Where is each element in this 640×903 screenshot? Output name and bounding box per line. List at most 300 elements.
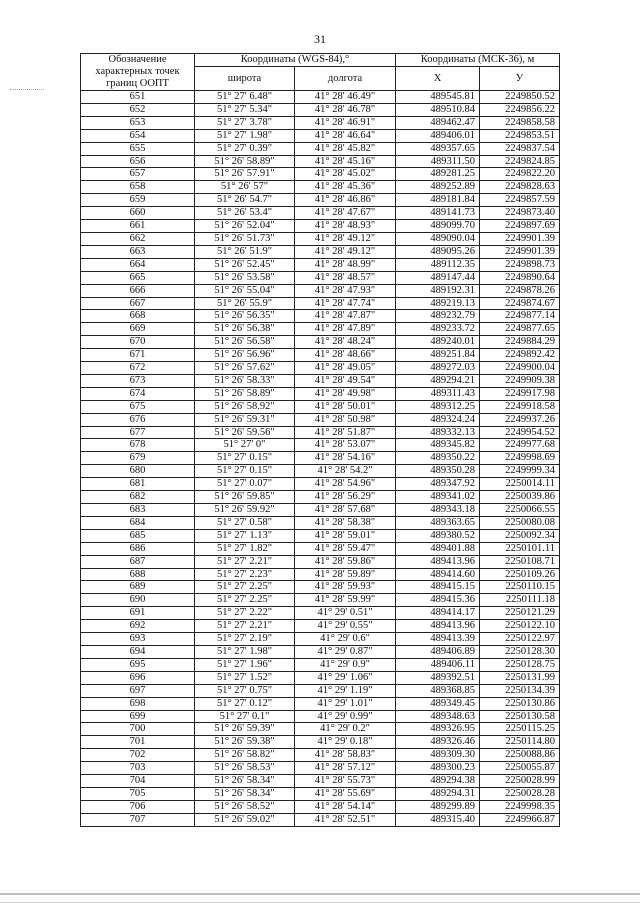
table-row — [81, 813, 560, 826]
y-coordinate-cell: 2249824.85 — [480, 155, 560, 168]
longitude-cell: 41° 28' 47.67" — [295, 207, 396, 220]
x-coordinate-cell: 489272.03 — [396, 362, 480, 375]
point-id-cell: 684 — [81, 516, 195, 529]
table-row — [81, 155, 560, 168]
x-coordinate-cell: 489350.22 — [396, 452, 480, 465]
table-row — [81, 452, 560, 465]
table-row — [81, 168, 560, 181]
latitude-cell: 51° 27' 3.78" — [195, 116, 295, 129]
x-coordinate-cell: 489240.01 — [396, 336, 480, 349]
point-id-cell: 674 — [81, 387, 195, 400]
table-row — [81, 645, 560, 658]
longitude-cell: 41° 28' 47.93" — [295, 284, 396, 297]
x-coordinate-cell: 489300.23 — [396, 762, 480, 775]
table-row — [81, 91, 560, 104]
longitude-cell: 41° 28' 49.12" — [295, 232, 396, 245]
latitude-cell: 51° 27' 0.1" — [195, 710, 295, 723]
x-coordinate-cell: 489414.60 — [396, 568, 480, 581]
table-row — [81, 465, 560, 478]
point-id-cell: 681 — [81, 478, 195, 491]
latitude-cell: 51° 26' 59.92" — [195, 504, 295, 517]
table-row — [81, 697, 560, 710]
latitude-cell: 51° 26' 59.38" — [195, 736, 295, 749]
table-header — [81, 54, 560, 91]
y-coordinate-cell: 2250028.99 — [480, 775, 560, 788]
point-id-cell: 701 — [81, 736, 195, 749]
longitude-cell: 41° 28' 59.99" — [295, 594, 396, 607]
table-row — [81, 581, 560, 594]
table-row — [81, 555, 560, 568]
latitude-cell: 51° 26' 58.89" — [195, 155, 295, 168]
longitude-cell: 41° 29' 0.99" — [295, 710, 396, 723]
longitude-cell: 41° 28' 46.64" — [295, 129, 396, 142]
x-coordinate-cell: 489332.13 — [396, 426, 480, 439]
y-coordinate-cell: 2250108.71 — [480, 555, 560, 568]
latitude-cell: 51° 27' 2.22" — [195, 607, 295, 620]
y-coordinate-cell: 2249977.68 — [480, 439, 560, 452]
x-coordinate-cell: 489348.63 — [396, 710, 480, 723]
table-row — [81, 787, 560, 800]
x-coordinate-cell: 489294.38 — [396, 775, 480, 788]
y-coordinate-cell: 2250121.29 — [480, 607, 560, 620]
latitude-cell: 51° 26' 55.04" — [195, 284, 295, 297]
point-id-cell: 666 — [81, 284, 195, 297]
y-coordinate-cell: 2250128.30 — [480, 645, 560, 658]
x-coordinate-cell: 489099.70 — [396, 220, 480, 233]
y-coordinate-cell: 2249954.52 — [480, 426, 560, 439]
y-coordinate-cell: 2249909.38 — [480, 374, 560, 387]
point-id-cell: 706 — [81, 800, 195, 813]
y-coordinate-cell: 2249901.39 — [480, 245, 560, 258]
y-coordinate-cell: 2249890.64 — [480, 271, 560, 284]
point-id-cell: 691 — [81, 607, 195, 620]
point-id-cell: 697 — [81, 684, 195, 697]
y-coordinate-cell: 2250055.87 — [480, 762, 560, 775]
y-coordinate-cell: 2249822.20 — [480, 168, 560, 181]
y-coordinate-cell: 2249837.54 — [480, 142, 560, 155]
x-coordinate-cell: 489192.31 — [396, 284, 480, 297]
y-coordinate-cell: 2249877.65 — [480, 323, 560, 336]
point-id-cell: 653 — [81, 116, 195, 129]
longitude-cell: 41° 28' 47.87" — [295, 310, 396, 323]
latitude-cell: 51° 26' 58.34" — [195, 775, 295, 788]
latitude-cell: 51° 27' 1.96" — [195, 658, 295, 671]
table-row — [81, 516, 560, 529]
longitude-cell: 41° 28' 45.02" — [295, 168, 396, 181]
table-row — [81, 749, 560, 762]
coordinates-table — [80, 53, 560, 827]
longitude-cell: 41° 28' 46.49" — [295, 91, 396, 104]
y-coordinate-cell: 2250080.08 — [480, 516, 560, 529]
table-row — [81, 310, 560, 323]
y-coordinate-cell: 2250088.86 — [480, 749, 560, 762]
y-coordinate-cell: 2249998.69 — [480, 452, 560, 465]
point-id-cell: 667 — [81, 297, 195, 310]
table-row — [81, 297, 560, 310]
latitude-cell: 51° 26' 59.56" — [195, 426, 295, 439]
x-coordinate-cell: 489312.25 — [396, 400, 480, 413]
y-coordinate-cell: 2250122.10 — [480, 620, 560, 633]
table-row — [81, 194, 560, 207]
point-id-cell: 668 — [81, 310, 195, 323]
y-coordinate-cell: 2249966.87 — [480, 813, 560, 826]
longitude-cell: 41° 29' 0.51" — [295, 607, 396, 620]
longitude-cell: 41° 28' 49.98" — [295, 387, 396, 400]
longitude-cell: 41° 28' 57.12" — [295, 762, 396, 775]
latitude-cell: 51° 27' 2.23" — [195, 568, 295, 581]
latitude-cell: 51° 26' 59.39" — [195, 723, 295, 736]
table-row — [81, 245, 560, 258]
point-id-cell: 664 — [81, 258, 195, 271]
point-id-cell: 689 — [81, 581, 195, 594]
y-coordinate-cell: 2250111.18 — [480, 594, 560, 607]
latitude-cell: 51° 27' 0.15" — [195, 452, 295, 465]
x-coordinate-cell: 489413.96 — [396, 620, 480, 633]
table-row — [81, 103, 560, 116]
table-row — [81, 220, 560, 233]
y-coordinate-cell: 2250110.15 — [480, 581, 560, 594]
y-coordinate-cell: 2249858.58 — [480, 116, 560, 129]
longitude-cell: 41° 28' 49.05" — [295, 362, 396, 375]
latitude-cell: 51° 26' 51.9" — [195, 245, 295, 258]
table-row — [81, 620, 560, 633]
x-coordinate-cell: 489406.89 — [396, 645, 480, 658]
x-coordinate-cell: 489368.85 — [396, 684, 480, 697]
y-coordinate-cell: 2250128.75 — [480, 658, 560, 671]
longitude-cell: 41° 28' 54.14" — [295, 800, 396, 813]
y-coordinate-cell: 2250014.11 — [480, 478, 560, 491]
table-row — [81, 284, 560, 297]
y-coordinate-cell: 2249901.39 — [480, 232, 560, 245]
x-coordinate-cell: 489326.46 — [396, 736, 480, 749]
x-coordinate-cell: 489090.04 — [396, 232, 480, 245]
x-coordinate-cell: 489341.02 — [396, 491, 480, 504]
longitude-cell: 41° 29' 1.06" — [295, 671, 396, 684]
header-latitude: широта — [195, 67, 295, 91]
longitude-cell: 41° 28' 48.24" — [295, 336, 396, 349]
longitude-cell: 41° 28' 46.91" — [295, 116, 396, 129]
longitude-cell: 41° 28' 48.57" — [295, 271, 396, 284]
x-coordinate-cell: 489363.65 — [396, 516, 480, 529]
latitude-cell: 51° 26' 58.92" — [195, 400, 295, 413]
x-coordinate-cell: 489326.95 — [396, 723, 480, 736]
point-id-cell: 672 — [81, 362, 195, 375]
latitude-cell: 51° 26' 58.82" — [195, 749, 295, 762]
point-id-cell: 660 — [81, 207, 195, 220]
point-id-cell: 659 — [81, 194, 195, 207]
table-row — [81, 349, 560, 362]
latitude-cell: 51° 27' 2.19" — [195, 633, 295, 646]
longitude-cell: 41° 28' 46.86" — [295, 194, 396, 207]
latitude-cell: 51° 26' 58.34" — [195, 787, 295, 800]
point-id-cell: 698 — [81, 697, 195, 710]
latitude-cell: 51° 26' 56.58" — [195, 336, 295, 349]
x-coordinate-cell: 489406.01 — [396, 129, 480, 142]
x-coordinate-cell: 489309.30 — [396, 749, 480, 762]
table-row — [81, 387, 560, 400]
point-id-cell: 705 — [81, 787, 195, 800]
table-row — [81, 400, 560, 413]
table-row — [81, 775, 560, 788]
longitude-cell: 41° 28' 59.89" — [295, 568, 396, 581]
longitude-cell: 41° 28' 58.83" — [295, 749, 396, 762]
header-designation: Обозначение характерных точек границ ООПТ — [81, 54, 195, 91]
point-id-cell: 683 — [81, 504, 195, 517]
x-coordinate-cell: 489112.35 — [396, 258, 480, 271]
table-row — [81, 736, 560, 749]
point-id-cell: 699 — [81, 710, 195, 723]
longitude-cell: 41° 28' 48.99" — [295, 258, 396, 271]
y-coordinate-cell: 2249874.67 — [480, 297, 560, 310]
longitude-cell: 41° 28' 54.96" — [295, 478, 396, 491]
longitude-cell: 41° 28' 48.93" — [295, 220, 396, 233]
y-coordinate-cell: 2250130.86 — [480, 697, 560, 710]
longitude-cell: 41° 28' 53.07" — [295, 439, 396, 452]
table-row — [81, 232, 560, 245]
latitude-cell: 51° 26' 52.04" — [195, 220, 295, 233]
latitude-cell: 51° 26' 54.7" — [195, 194, 295, 207]
longitude-cell: 41° 29' 0.55" — [295, 620, 396, 633]
y-coordinate-cell: 2249856.22 — [480, 103, 560, 116]
point-id-cell: 696 — [81, 671, 195, 684]
x-coordinate-cell: 489147.44 — [396, 271, 480, 284]
latitude-cell: 51° 27' 0" — [195, 439, 295, 452]
y-coordinate-cell: 2250066.55 — [480, 504, 560, 517]
point-id-cell: 673 — [81, 374, 195, 387]
header-msk36: Координаты (МСК-36), м — [396, 54, 560, 67]
point-id-cell: 693 — [81, 633, 195, 646]
point-id-cell: 680 — [81, 465, 195, 478]
y-coordinate-cell: 2249873.40 — [480, 207, 560, 220]
header-wgs84: Координаты (WGS-84),° — [195, 54, 396, 67]
longitude-cell: 41° 28' 59.93" — [295, 581, 396, 594]
table-row — [81, 116, 560, 129]
longitude-cell: 41° 28' 50.01" — [295, 400, 396, 413]
latitude-cell: 51° 27' 1.82" — [195, 542, 295, 555]
y-coordinate-cell: 2250039.86 — [480, 491, 560, 504]
x-coordinate-cell: 489349.45 — [396, 697, 480, 710]
table-row — [81, 723, 560, 736]
table-row — [81, 633, 560, 646]
y-coordinate-cell: 2249917.98 — [480, 387, 560, 400]
y-coordinate-cell: 2249898.73 — [480, 258, 560, 271]
latitude-cell: 51° 26' 52.45" — [195, 258, 295, 271]
y-coordinate-cell: 2249900.04 — [480, 362, 560, 375]
table-row — [81, 504, 560, 517]
y-coordinate-cell: 2249892.42 — [480, 349, 560, 362]
latitude-cell: 51° 27' 0.07" — [195, 478, 295, 491]
point-id-cell: 665 — [81, 271, 195, 284]
longitude-cell: 41° 28' 45.82" — [295, 142, 396, 155]
y-coordinate-cell: 2250114.80 — [480, 736, 560, 749]
latitude-cell: 51° 26' 58.53" — [195, 762, 295, 775]
latitude-cell: 51° 26' 58.89" — [195, 387, 295, 400]
latitude-cell: 51° 26' 59.85" — [195, 491, 295, 504]
table-row — [81, 374, 560, 387]
point-id-cell: 703 — [81, 762, 195, 775]
y-coordinate-cell: 2250092.34 — [480, 529, 560, 542]
point-id-cell: 651 — [81, 91, 195, 104]
latitude-cell: 51° 27' 1.98" — [195, 129, 295, 142]
longitude-cell: 41° 28' 59.86" — [295, 555, 396, 568]
x-coordinate-cell: 489095.26 — [396, 245, 480, 258]
x-coordinate-cell: 489343.18 — [396, 504, 480, 517]
point-id-cell: 678 — [81, 439, 195, 452]
latitude-cell: 51° 27' 2.25" — [195, 581, 295, 594]
y-coordinate-cell: 2250101.11 — [480, 542, 560, 555]
longitude-cell: 41° 29' 0.18" — [295, 736, 396, 749]
x-coordinate-cell: 489311.43 — [396, 387, 480, 400]
y-coordinate-cell: 2249884.29 — [480, 336, 560, 349]
longitude-cell: 41° 28' 45.36" — [295, 181, 396, 194]
table-row — [81, 568, 560, 581]
x-coordinate-cell: 489311.50 — [396, 155, 480, 168]
point-id-cell: 656 — [81, 155, 195, 168]
point-id-cell: 687 — [81, 555, 195, 568]
point-id-cell: 654 — [81, 129, 195, 142]
x-coordinate-cell: 489232.79 — [396, 310, 480, 323]
latitude-cell: 51° 27' 0.12" — [195, 697, 295, 710]
scan-edge — [0, 893, 640, 895]
x-coordinate-cell: 489141.73 — [396, 207, 480, 220]
x-coordinate-cell: 489181.84 — [396, 194, 480, 207]
latitude-cell: 51° 27' 2.21" — [195, 555, 295, 568]
table-row — [81, 271, 560, 284]
x-coordinate-cell: 489510.84 — [396, 103, 480, 116]
point-id-cell: 671 — [81, 349, 195, 362]
longitude-cell: 41° 28' 56.29" — [295, 491, 396, 504]
point-id-cell: 690 — [81, 594, 195, 607]
latitude-cell: 51° 26' 55.9" — [195, 297, 295, 310]
x-coordinate-cell: 489251.84 — [396, 349, 480, 362]
latitude-cell: 51° 27' 0.39" — [195, 142, 295, 155]
latitude-cell: 51° 27' 0.15" — [195, 465, 295, 478]
longitude-cell: 41° 28' 47.89" — [295, 323, 396, 336]
longitude-cell: 41° 28' 46.78" — [295, 103, 396, 116]
y-coordinate-cell: 2250131.99 — [480, 671, 560, 684]
x-coordinate-cell: 489299.89 — [396, 800, 480, 813]
x-coordinate-cell: 489294.31 — [396, 787, 480, 800]
y-coordinate-cell: 2249897.69 — [480, 220, 560, 233]
x-coordinate-cell: 489415.15 — [396, 581, 480, 594]
x-coordinate-cell: 489357.65 — [396, 142, 480, 155]
latitude-cell: 51° 26' 58.52" — [195, 800, 295, 813]
x-coordinate-cell: 489281.25 — [396, 168, 480, 181]
latitude-cell: 51° 27' 1.13" — [195, 529, 295, 542]
point-id-cell: 685 — [81, 529, 195, 542]
x-coordinate-cell: 489413.39 — [396, 633, 480, 646]
table-row — [81, 671, 560, 684]
table-row — [81, 529, 560, 542]
x-coordinate-cell: 489324.24 — [396, 413, 480, 426]
point-id-cell: 707 — [81, 813, 195, 826]
latitude-cell: 51° 26' 53.58" — [195, 271, 295, 284]
point-id-cell: 661 — [81, 220, 195, 233]
x-coordinate-cell: 489294.21 — [396, 374, 480, 387]
latitude-cell: 51° 27' 1.98" — [195, 645, 295, 658]
x-coordinate-cell: 489545.81 — [396, 91, 480, 104]
latitude-cell: 51° 26' 57.91" — [195, 168, 295, 181]
longitude-cell: 41° 28' 49.12" — [295, 245, 396, 258]
longitude-cell: 41° 28' 48.66" — [295, 349, 396, 362]
point-id-cell: 686 — [81, 542, 195, 555]
y-coordinate-cell: 2249999.34 — [480, 465, 560, 478]
table-row — [81, 129, 560, 142]
table-row — [81, 607, 560, 620]
latitude-cell: 51° 27' 1.52" — [195, 671, 295, 684]
table-row — [81, 181, 560, 194]
latitude-cell: 51° 27' 6.48" — [195, 91, 295, 104]
longitude-cell: 41° 29' 0.87" — [295, 645, 396, 658]
header-x: X — [396, 67, 480, 91]
latitude-cell: 51° 27' 2.25" — [195, 594, 295, 607]
table-row — [81, 439, 560, 452]
table-row — [81, 207, 560, 220]
x-coordinate-cell: 489252.89 — [396, 181, 480, 194]
longitude-cell: 41° 28' 55.73" — [295, 775, 396, 788]
point-id-cell: 677 — [81, 426, 195, 439]
point-id-cell: 702 — [81, 749, 195, 762]
x-coordinate-cell: 489462.47 — [396, 116, 480, 129]
longitude-cell: 41° 28' 59.47" — [295, 542, 396, 555]
point-id-cell: 662 — [81, 232, 195, 245]
point-id-cell: 657 — [81, 168, 195, 181]
longitude-cell: 41° 28' 57.68" — [295, 504, 396, 517]
table-row — [81, 142, 560, 155]
table-row — [81, 684, 560, 697]
latitude-cell: 51° 26' 56.38" — [195, 323, 295, 336]
latitude-cell: 51° 26' 51.73" — [195, 232, 295, 245]
y-coordinate-cell: 2249850.52 — [480, 91, 560, 104]
y-coordinate-cell: 2250130.58 — [480, 710, 560, 723]
y-coordinate-cell: 2249877.14 — [480, 310, 560, 323]
x-coordinate-cell: 489392.51 — [396, 671, 480, 684]
table-row — [81, 478, 560, 491]
x-coordinate-cell: 489219.13 — [396, 297, 480, 310]
latitude-cell: 51° 27' 2.21" — [195, 620, 295, 633]
point-id-cell: 658 — [81, 181, 195, 194]
longitude-cell: 41° 29' 1.19" — [295, 684, 396, 697]
longitude-cell: 41° 28' 50.98" — [295, 413, 396, 426]
latitude-cell: 51° 26' 57.62" — [195, 362, 295, 375]
latitude-cell: 51° 27' 5.34" — [195, 103, 295, 116]
point-id-cell: 675 — [81, 400, 195, 413]
point-id-cell: 652 — [81, 103, 195, 116]
point-id-cell: 682 — [81, 491, 195, 504]
point-id-cell: 679 — [81, 452, 195, 465]
y-coordinate-cell: 2249857.59 — [480, 194, 560, 207]
point-id-cell: 669 — [81, 323, 195, 336]
table-row — [81, 426, 560, 439]
margin-mark — [10, 89, 44, 90]
x-coordinate-cell: 489415.36 — [396, 594, 480, 607]
table-body — [81, 91, 560, 827]
longitude-cell: 41° 28' 54.16" — [295, 452, 396, 465]
latitude-cell: 51° 26' 59.02" — [195, 813, 295, 826]
latitude-cell: 51° 26' 56.35" — [195, 310, 295, 323]
table-row — [81, 491, 560, 504]
x-coordinate-cell: 489347.92 — [396, 478, 480, 491]
table-row — [81, 762, 560, 775]
header-y: У — [480, 67, 560, 91]
table-row — [81, 542, 560, 555]
x-coordinate-cell: 489406.11 — [396, 658, 480, 671]
longitude-cell: 41° 28' 54.2" — [295, 465, 396, 478]
longitude-cell: 41° 29' 0.6" — [295, 633, 396, 646]
latitude-cell: 51° 26' 57" — [195, 181, 295, 194]
x-coordinate-cell: 489345.82 — [396, 439, 480, 452]
table-row — [81, 594, 560, 607]
